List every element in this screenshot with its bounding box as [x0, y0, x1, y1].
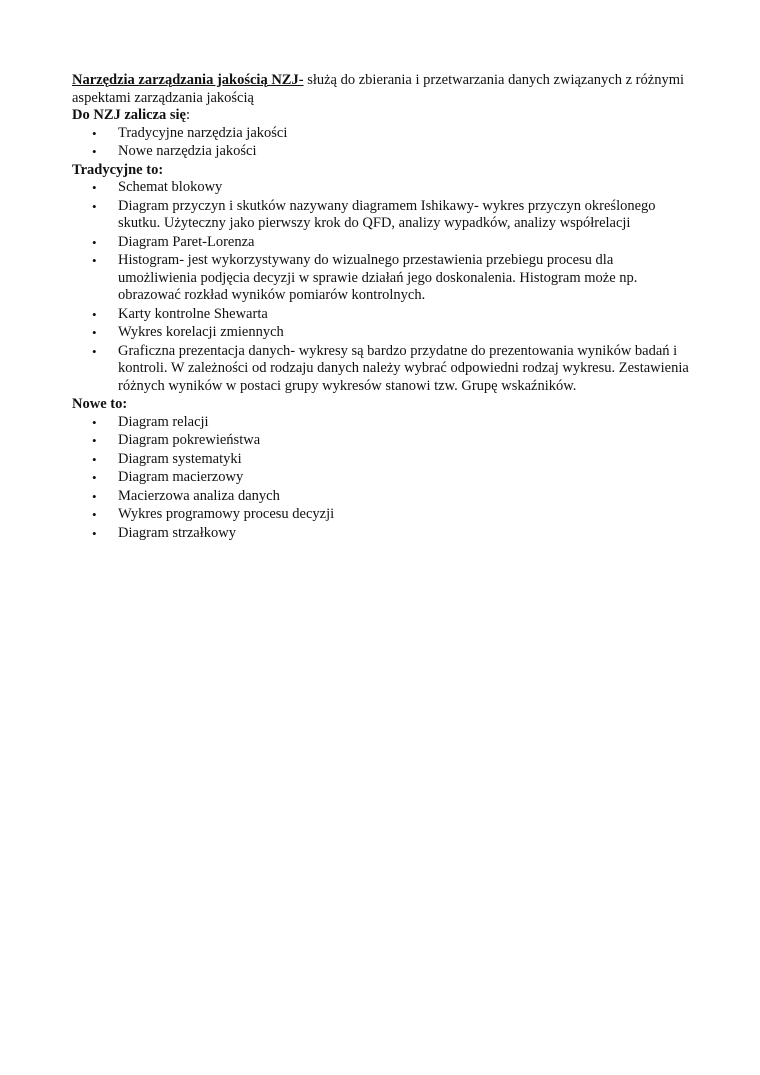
- bullet-icon: •: [92, 198, 97, 214]
- bullet-icon: •: [92, 325, 97, 340]
- traditional-heading: Tradycyjne to:: [72, 161, 164, 178]
- bullet-icon: •: [92, 414, 97, 430]
- list-item-text: Diagram strzałkowy: [118, 524, 236, 541]
- list-item: [72, 343, 692, 396]
- nzj-heading-colon: :: [185, 107, 190, 123]
- list-item-text: Diagram pokrewieństwa: [118, 432, 261, 448]
- document-page: [72, 72, 692, 543]
- list-item-text: Histogram- jest wykorzystywany do wizualnego przestawienia przebiegu procesu dla umożliwienia podjęcia decyzji w sprawie działań jego doskonalenia. Histogram może np. obrazować rozkład wyników pomiarów kontrolnych.: [118, 252, 638, 303]
- intro-definition: służą do zbierania i przetwarzania danych związanych z różnymi aspektami zarządzania jakością: [72, 72, 684, 106]
- list-item: [72, 469, 692, 487]
- nzj-heading: [72, 107, 692, 125]
- list-item: [72, 252, 692, 305]
- bullet-icon: •: [92, 125, 97, 141]
- list-item: [72, 179, 692, 197]
- bullet-icon: •: [92, 180, 97, 195]
- intro-term: Narzędzia zarządzania jakością NZJ-: [72, 72, 304, 88]
- bullet-icon: •: [92, 144, 97, 159]
- list-item-text: Wykres programowy procesu decyzji: [118, 506, 335, 522]
- list-item-text: Nowe narzędzia jakości: [118, 143, 257, 159]
- bullet-icon: •: [92, 433, 97, 448]
- bullet-icon: •: [92, 306, 97, 322]
- bullet-icon: •: [92, 253, 97, 268]
- list-item-text: Diagram Paret-Lorenza: [118, 233, 255, 250]
- list-item-text: Schemat blokowy: [118, 179, 223, 195]
- nzj-list: [72, 125, 692, 161]
- bullet-icon: •: [92, 488, 97, 504]
- list-item-text: Diagram relacji: [118, 413, 209, 430]
- list-item: [72, 143, 692, 161]
- list-item-text: Diagram przyczyn i skutków nazywany diagramem Ishikawy- wykres przyczyn określonego skutku. Użyteczny jako pierwszy krok do QFD, analizy wypadków, analizy współrelacji: [118, 197, 656, 231]
- list-item: [72, 506, 692, 524]
- list-item: [72, 306, 692, 324]
- traditional-list: [72, 179, 692, 395]
- bullet-icon: •: [92, 234, 97, 250]
- list-item-text: Wykres korelacji zmiennych: [118, 324, 284, 340]
- list-item-text: Karty kontrolne Shewarta: [118, 305, 268, 322]
- bullet-icon: •: [92, 451, 97, 467]
- bullet-icon: •: [92, 343, 97, 359]
- list-item: [72, 414, 692, 432]
- new-heading: Nowe to:: [72, 396, 128, 412]
- new-list: [72, 414, 692, 543]
- list-item: [72, 234, 692, 252]
- bullet-icon: •: [92, 525, 97, 541]
- list-item: [72, 324, 692, 342]
- list-item: [72, 488, 692, 506]
- list-item: [72, 451, 692, 469]
- list-item-text: Diagram macierzowy: [118, 469, 244, 485]
- list-item-text: Diagram systematyki: [118, 450, 242, 467]
- list-item-text: Graficzna prezentacja danych- wykresy są bardzo przydatne do prezentowania wyników badań i kontroli. W zależności od rodzaju danych należy wybrać odpowiedni rodzaj wykresu. Zestawienia różnych wyników w postaci grupy wykresów stanowi tzw. Grupę wskaźników.: [118, 342, 689, 394]
- bullet-icon: •: [92, 507, 97, 522]
- nzj-heading-text: Do NZJ zalicza się: [72, 107, 186, 123]
- list-item-text: Macierzowa analiza danych: [118, 487, 280, 504]
- bullet-icon: •: [92, 470, 97, 485]
- list-item: [72, 525, 692, 543]
- list-item-text: Tradycyjne narzędzia jakości: [118, 124, 288, 141]
- list-item: [72, 125, 692, 143]
- list-item: [72, 432, 692, 450]
- list-item: [72, 198, 692, 233]
- intro-paragraph: [72, 72, 692, 107]
